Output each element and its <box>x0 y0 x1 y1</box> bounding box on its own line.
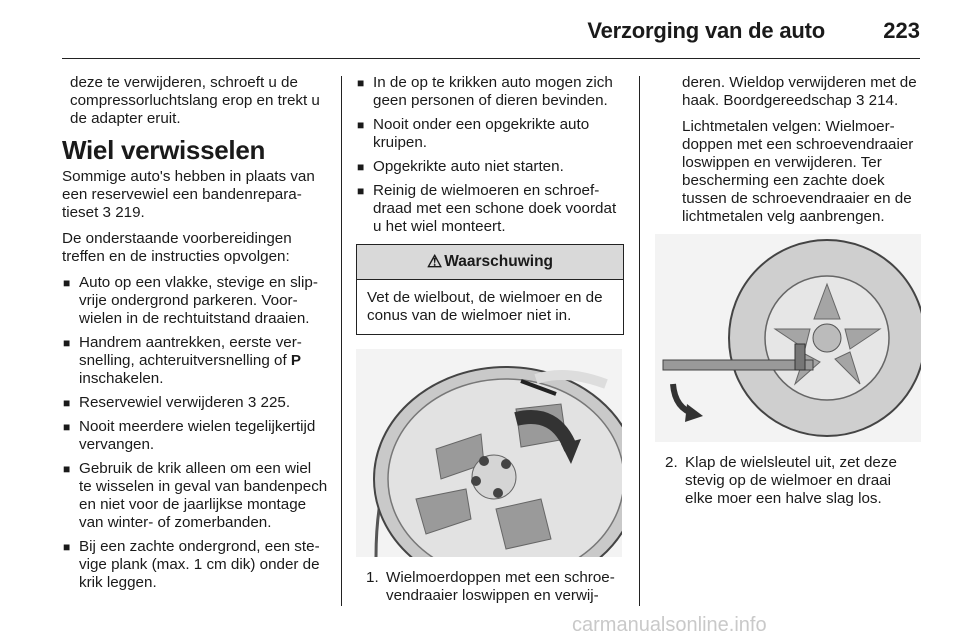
page-header-title: Verzorging van de auto <box>587 18 825 43</box>
column-1 <box>62 74 328 598</box>
column-divider-2 <box>639 76 640 606</box>
list-item: ■ In de op te krikken auto mogen zich geen personen of dieren bevinden. <box>357 74 613 109</box>
bullet-icon: ■ <box>63 276 71 290</box>
bullet-icon: ■ <box>63 540 71 554</box>
list-item: ■ Nooit onder een opgekrikte auto kruipen. <box>357 116 590 151</box>
paragraph-reservewiel: Sommige auto's hebben in plaats van een reservewiel een bandenreparatieset 3 219. <box>62 168 315 221</box>
bullet-icon: ■ <box>63 396 71 410</box>
bullet-icon: ■ <box>357 184 365 198</box>
bullet-icon: ■ <box>357 160 365 174</box>
bullet-icon: ■ <box>63 462 71 476</box>
step-1: 1. Wielmoerdoppen met een schroevendraaier loswippen en verwij- <box>366 569 615 604</box>
paragraph-lichtmetalen: Lichtmetalen velgen: Wielmoerdoppen met een schroevendraaier loswippen en verwijderen. Ter bescherming een zachte doek tussen de schroevendraaier en de lichtmetalen velg aanbrengen. <box>682 118 914 225</box>
list-item: ■ Auto op een vlakke, stevige en slipvrije ondergrond parkeren. Voorwielen in de rechtuitstand draaien. <box>63 274 318 327</box>
section-heading: Wiel verwisselen <box>62 135 266 165</box>
preparation-list <box>62 274 328 592</box>
watermark: carmanualsonline.info <box>572 614 767 636</box>
warning-box <box>356 244 624 335</box>
wheel-wrench-illustration <box>655 234 921 442</box>
header-rule <box>62 58 920 59</box>
bullet-icon: ■ <box>357 118 365 132</box>
page-ref-icon: 3 <box>855 92 865 109</box>
wheel-cover-illustration <box>356 349 622 557</box>
paragraph-voorbereidingen: De onderstaande voorbereidingen treffen en de instructies opvolgen: <box>62 230 292 265</box>
list-item: ■ Reinig de wielmoeren en schroefdraad met een schone doek voordat u het wiel monteert. <box>357 182 617 235</box>
list-item: ■ Handrem aantrekken, eerste versnelling, achteruitversnelling of P inschakelen. <box>63 334 302 387</box>
page-ref-icon: 3 <box>102 204 111 221</box>
step-2: 2. Klap de wielsleutel uit, zet deze stevig op de wielmoer en draai elke moer een halve slag los. <box>665 454 897 507</box>
list-item: ■ Reservewiel verwijderen 3 225. <box>63 394 291 411</box>
column-3 <box>655 74 923 516</box>
warning-triangle-icon: ⚠ <box>426 252 443 271</box>
list-item: ■ Bij een zachte ondergrond, een stevige plank (max. 1 cm dik) onder de krik leggen. <box>63 538 320 591</box>
list-item: ■ Nooit meerdere wielen tegelijkertijd vervangen. <box>63 418 316 453</box>
page-ref-icon: 3 <box>247 394 257 411</box>
page-number: 223 <box>883 18 920 43</box>
list-item: ■ Opgekrikte auto niet starten. <box>357 158 564 175</box>
warning-title: Waarschuwing <box>444 253 554 270</box>
warning-header <box>357 245 623 280</box>
intro-paragraph: deze te verwijderen, schroeft u de compressorluchtslang erop en trekt u de adapter eruit. <box>70 74 320 127</box>
bullet-icon: ■ <box>357 76 365 90</box>
safety-list <box>356 74 624 236</box>
bullet-icon: ■ <box>63 336 71 350</box>
column-2 <box>356 74 624 613</box>
step-1-continued: deren. Wieldop verwijderen met de haak. Boordgereedschap 3 214. <box>682 74 917 109</box>
list-item: ■ Gebruik de krik alleen om een wiel te wisselen in geval van bandenpech en niet voor de jaarlijkse montage van winter- of zomerbanden. <box>63 460 328 531</box>
column-divider-1 <box>341 76 342 606</box>
bullet-icon: ■ <box>63 420 71 434</box>
warning-text: Vet de wielbout, de wielmoer en de conus van de wielmoer niet in. <box>367 289 603 324</box>
